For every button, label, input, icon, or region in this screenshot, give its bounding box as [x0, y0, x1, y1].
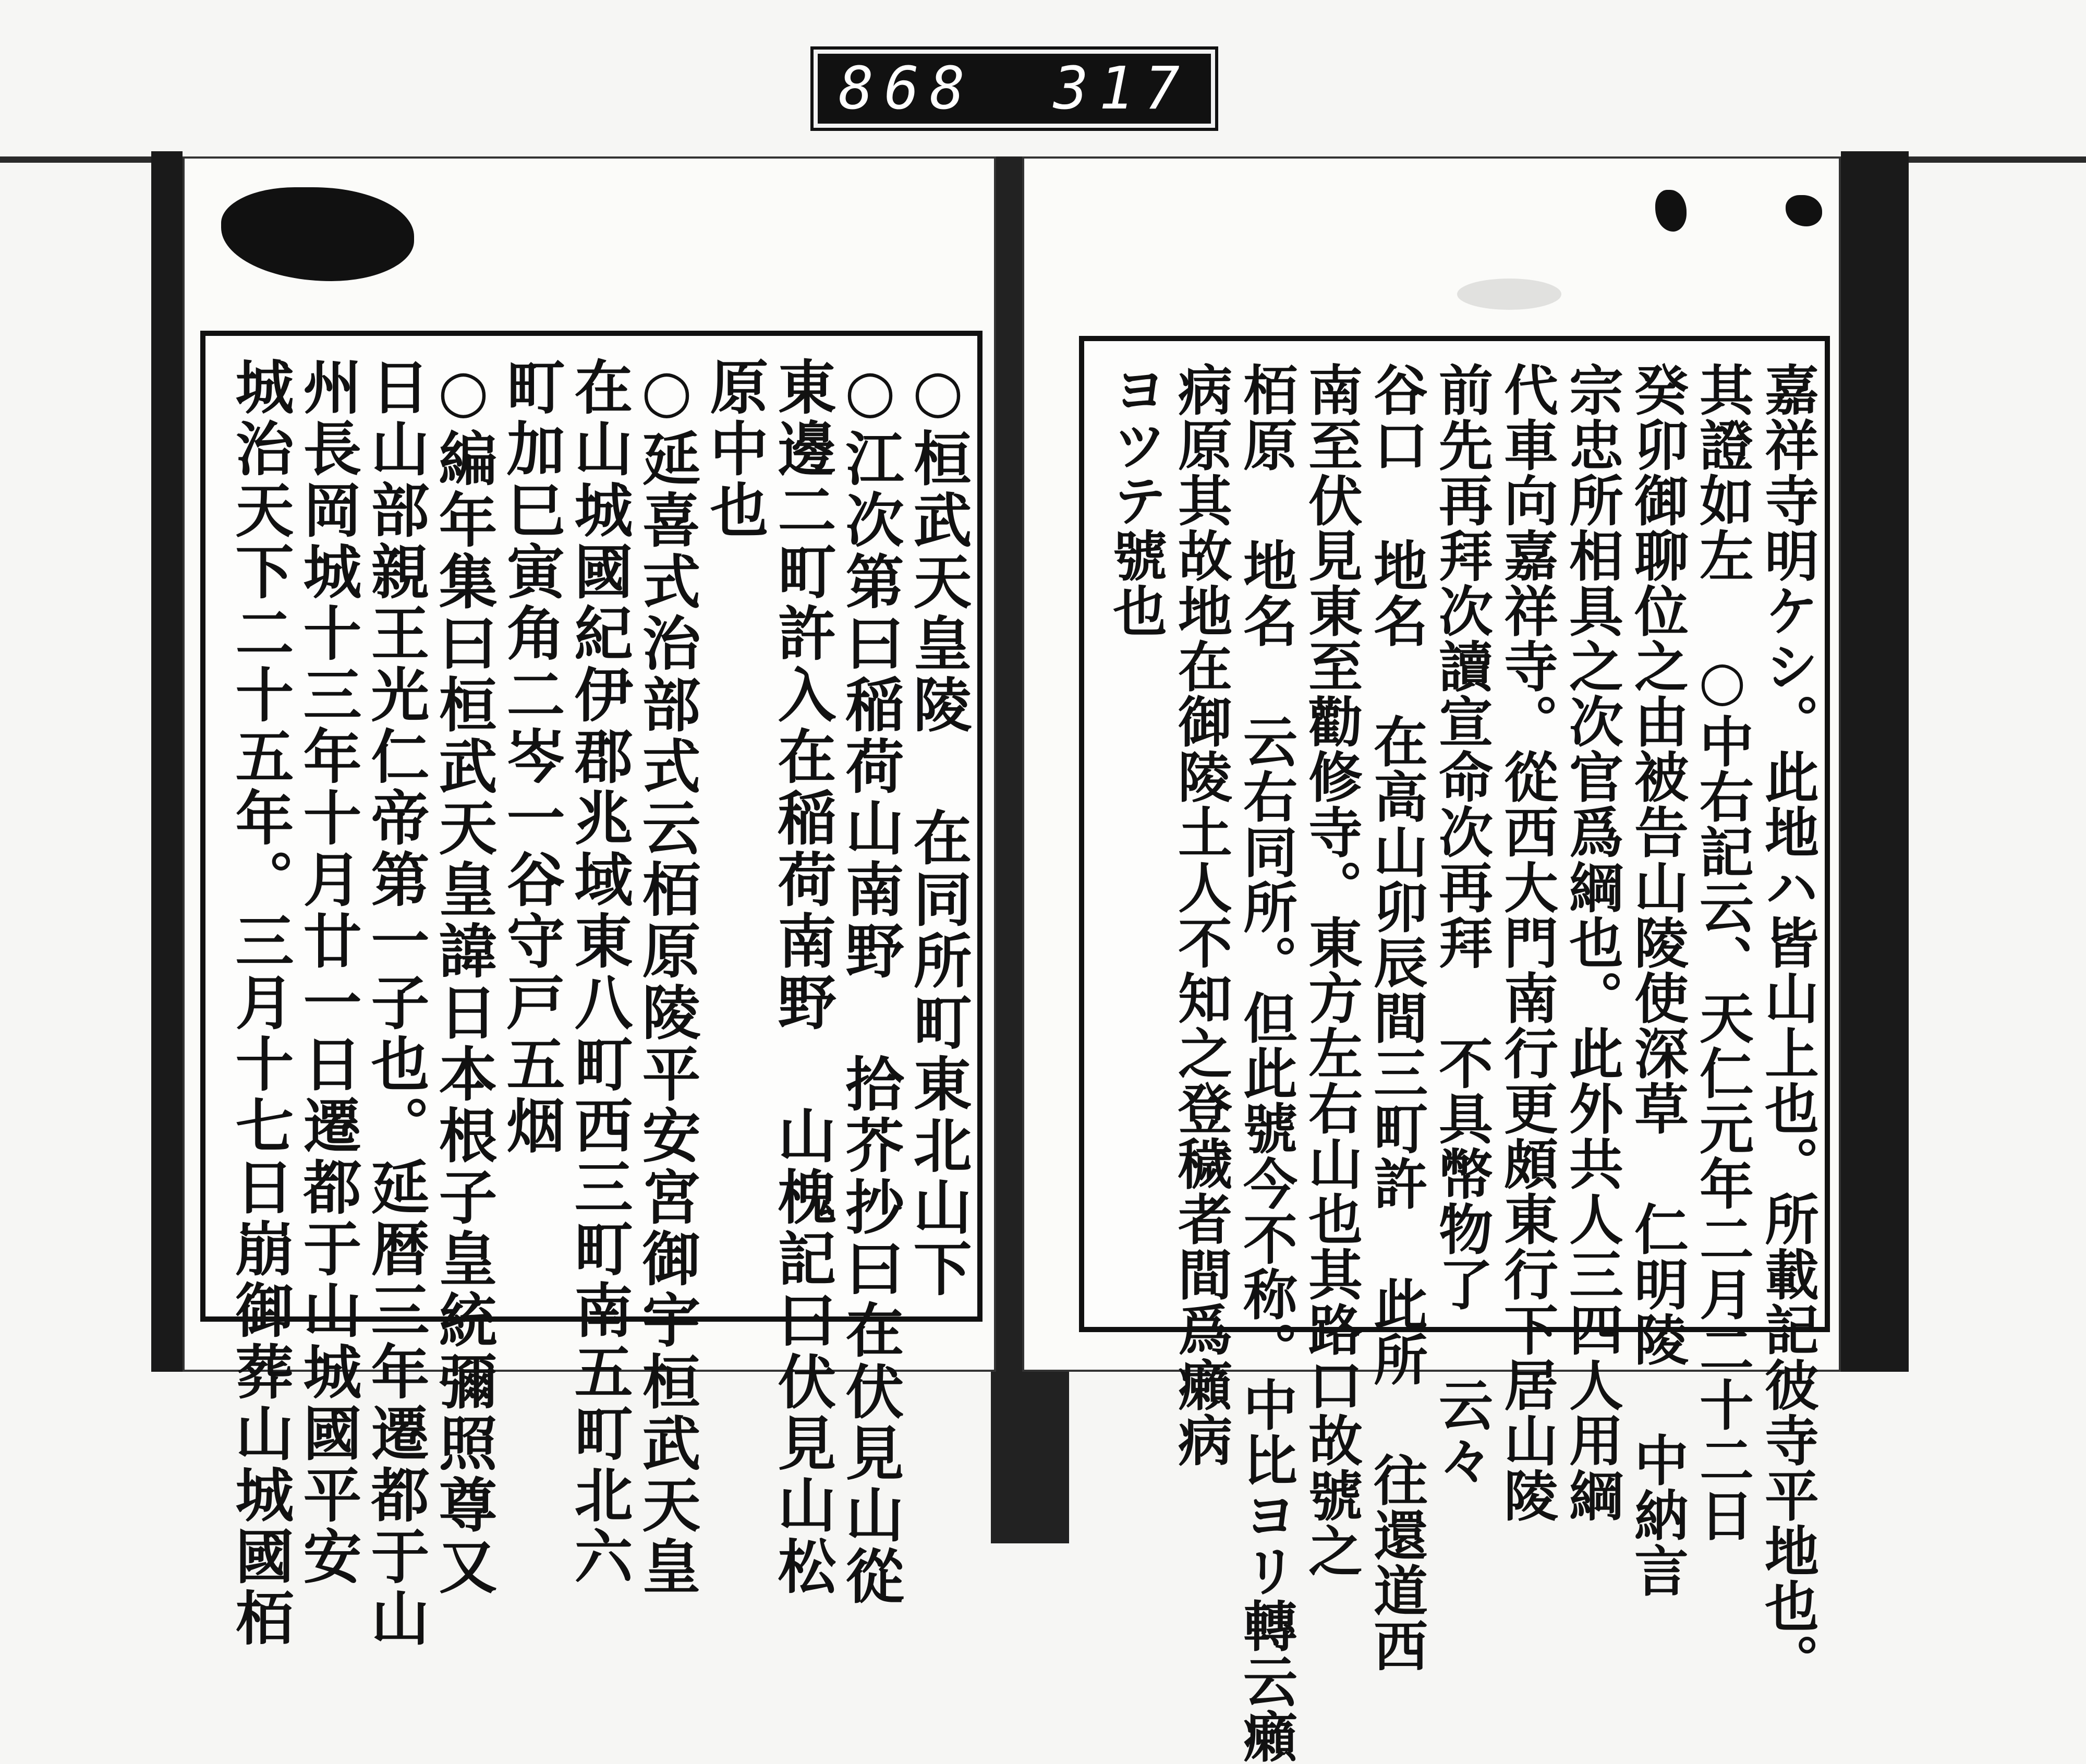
- text-column: 城治天下二十五年。三月十七日崩御葬山城國栢: [226, 357, 294, 1649]
- text-column: 東邊二町許入在稲荷南野 山槐記曰伏見山松: [768, 357, 836, 1598]
- text-column: 病原其故地在御陵土人不知之登穢者間爲癩病: [1169, 362, 1233, 1468]
- right-page: [1022, 156, 1841, 1764]
- book-right-edge: [1841, 151, 1909, 1372]
- microfilm-reel-label: [814, 50, 1215, 128]
- left-page: [183, 156, 996, 1649]
- text-column: 州長岡城十三年十月廿一日遷都于山城國平安: [294, 357, 362, 1588]
- text-column: 其證如左 ○中右記云、天仁元年二月二十二日: [1690, 362, 1754, 1543]
- text-column: ヨツテ號也: [1103, 362, 1168, 638]
- text-column: 日山部親王光仁帝第一子也。延暦三年遷都于山: [361, 357, 430, 1649]
- text-column: 代車向嘉祥寺。從西大門南行更頗東行下居山陵: [1495, 362, 1559, 1523]
- text-column: 嘉祥寺明ケシ。此地ハ皆山上也。所載記彼寺平地也。: [1755, 362, 1820, 1689]
- page-faded-stamp: [1457, 279, 1561, 310]
- text-column: 南至伏見東至勸修寺。東方左右山也其路口故號之: [1299, 362, 1363, 1578]
- text-column: ○江次第曰稲荷山南野 拾芥抄曰在伏見山從: [836, 357, 904, 1608]
- text-column: 谷口 地名 在高山卯辰間三町許 此所 往還道西: [1364, 362, 1428, 1673]
- right-page-text-frame: [1079, 336, 1830, 1764]
- text-column: ○延喜式治部式云栢原陵平安宮御宇桓武天皇: [633, 357, 701, 1598]
- text-column: 癸卯御聊位之由被告山陵使深草 仁明陵 中納言: [1625, 362, 1689, 1598]
- text-column: 原中也: [700, 357, 769, 541]
- page-ink-mark: [1786, 195, 1822, 226]
- text-column: 在山城國紀伊郡兆域東八町西三町南五町北六: [565, 357, 633, 1588]
- text-column: ○桓武天皇陵 在同所町東北山下: [904, 357, 972, 1300]
- book-left-edge: [151, 151, 183, 1372]
- text-column: 前先再拜次讀宣命次再拜 不具幣物了 云々: [1429, 362, 1494, 1488]
- page-ink-mark: [1655, 190, 1687, 232]
- frame-number: 317: [1053, 55, 1190, 123]
- text-column: 宗忠所相具之次官爲綱也。此外共人三四人用綱: [1560, 362, 1624, 1523]
- text-column: 町加巳寅角二岑一谷守戸五烟: [497, 357, 565, 1157]
- page-damage-mark: [221, 187, 414, 281]
- reel-number: 868: [839, 55, 976, 123]
- left-page-text-frame: [200, 331, 983, 1649]
- text-column: 栢原 地名 云右同所。但此號今不称。中比ヨリ轉云癩: [1234, 362, 1298, 1764]
- text-column: ○編年集曰桓武天皇諱日本根子皇統彌照尊又: [429, 357, 498, 1598]
